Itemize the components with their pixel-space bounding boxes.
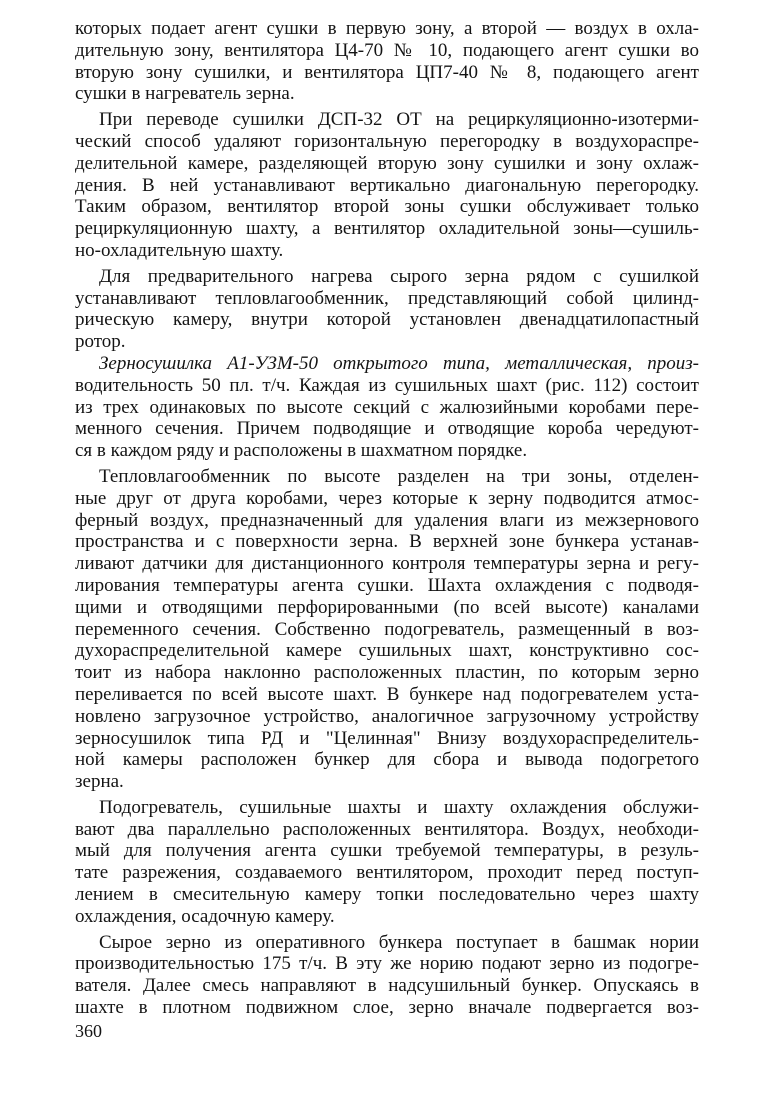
page-number: 360 [75, 1021, 102, 1041]
text-line: мый для получения агента сушки требуемой температуры, в резуль- [75, 840, 699, 862]
text-line: из трех одинаковых по высоте секций с жалюзийными коробами пере- [75, 396, 699, 418]
text-line: тоит из набора наклонно расположенных пластин, по которым зерно [75, 662, 699, 684]
text-line: лением в смесительную камеру топки последовательно через шахту [75, 884, 699, 906]
text-line: переливается по всей высоте шахт. В бункере над подогревателем уста- [75, 683, 699, 705]
text-line: щими и отводящими перфорированными (по всей высоте) каналами [75, 596, 699, 618]
text-line: переменного сечения. Собственно подогреватель, размещенный в воз- [75, 618, 699, 640]
text-line: вают два параллельно расположенных вентилятора. Воздух, необходи- [75, 818, 699, 840]
paragraph [75, 466, 699, 793]
text-line: зерна. [75, 771, 124, 793]
text-line: дительную зону, вентилятора Ц4-70 № 10, подающего агент сушки во [75, 39, 699, 61]
text-line: ливают датчики для дистанционного контроля температуры зерна и регу- [75, 553, 699, 575]
paragraph [75, 353, 699, 462]
text-line: пространства и с поверхности зерна. В верхней зоне бункера устанав- [75, 531, 699, 553]
text-line: рециркуляционную шахту, а вентилятор охладительной зоны—сушиль- [75, 218, 699, 240]
text-line: которых подает агент сушки в первую зону, а второй — воздух в охла- [75, 18, 699, 39]
text-line: ротор. [75, 331, 126, 353]
text-line: Зерносушилка А1-УЗМ-50 открытого типа, металлическая, произ- [99, 352, 699, 374]
text-line: сушки в нагреватель зерна. [75, 83, 295, 105]
paragraph [75, 932, 699, 1019]
text-line: водительность 50 пл. т/ч. Каждая из сушильных шахт (рис. 112) состоит [75, 374, 699, 396]
paragraph [75, 266, 699, 353]
text-line: вторую зону сушилки, и вентилятора ЦП7-40 № 8, подающего агент [75, 61, 699, 83]
paragraph [75, 18, 699, 105]
text-line: зерносушилок типа РД и "Целинная" Внизу воздухораспределитель- [75, 727, 699, 749]
text-line: тате разрежения, создаваемого вентилятором, проходит перед поступ- [75, 862, 699, 884]
text-line: дения. В ней устанавливают вертикально диагональную перегородку. [75, 174, 699, 196]
text-line: ся в каждом ряду и расположены в шахматном порядке. [75, 440, 528, 462]
text-line: ной камеры расположен бункер для сбора и вывода подогретого [75, 749, 699, 771]
text-line: Таким образом, вентилятор второй зоны сушки обслуживает только [75, 196, 699, 218]
text-line: Тепловлагообменник по высоте разделен на три зоны, отделен- [99, 465, 699, 487]
text-line: Для предварительного нагрева сырого зерна рядом с сушилкой [99, 265, 699, 287]
text-line: охлаждения, осадочную камеру. [75, 905, 335, 927]
paragraph [75, 797, 699, 928]
text-line: производительностью 175 т/ч. В эту же норию подают зерно из подогре- [75, 953, 699, 975]
text-line: Сырое зерно из оперативного бункера поступает в башмак нории [99, 931, 699, 953]
text-line: духораспределительной камере сушильных шахт, конструктивно сос- [75, 640, 699, 662]
text-line: Подогреватель, сушильные шахты и шахту охлаждения обслужи- [99, 796, 699, 818]
text-line: рическую камеру, внутри которой установлен двенадцатилопастный [75, 309, 699, 331]
paragraph [75, 109, 699, 262]
text-line: менного сечения. Причем подводящие и отводящие короба чередуют- [75, 418, 699, 440]
text-line: шахте в плотном подвижном слое, зерно вначале подвергается воз- [75, 997, 699, 1019]
text-line: ные друг от друга коробами, через которые к зерну подводится атмос- [75, 487, 699, 509]
text-line: ческий способ удаляют горизонтальную перегородку в воздухораспре- [75, 130, 699, 152]
text-line: При переводе сушилки ДСП-32 ОТ на рециркуляционно-изотерми- [99, 109, 699, 131]
text-line: новлено загрузочное устройство, аналогичное загрузочному устройству [75, 705, 699, 727]
text-line: вателя. Далее смесь направляют в надсушильный бункер. Опускаясь в [75, 975, 699, 997]
text-line: ферный воздух, предназначенный для удаления влаги из межзернового [75, 509, 699, 531]
text-line: лирования температуры агента сушки. Шахта охлаждения с подводя- [75, 574, 699, 596]
text-line: делительной камере, разделяющей вторую зону сушилки и зону охлаж- [75, 152, 699, 174]
text-line: устанавливают тепловлагообменник, представляющий собой цилинд- [75, 287, 699, 309]
page-text [75, 18, 699, 1019]
text-line: но-охладительную шахту. [75, 239, 284, 261]
